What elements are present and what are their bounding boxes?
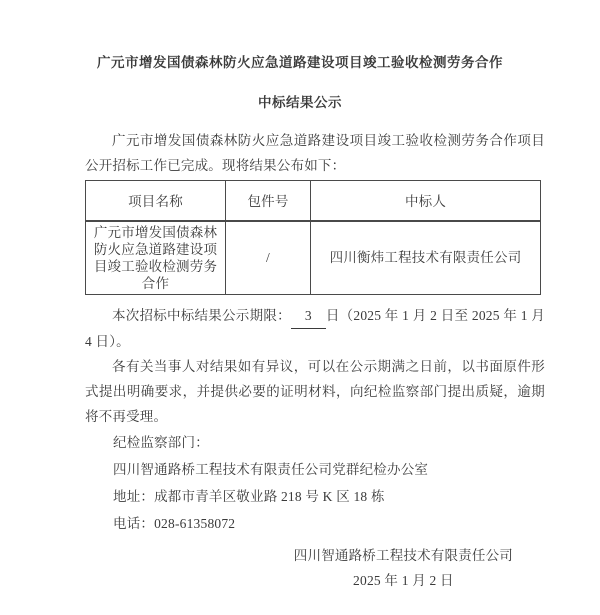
table-header-row xyxy=(86,181,541,221)
contact-phone: 电话：028-61358072 xyxy=(113,515,236,531)
document-title-line2: 中标结果公示 xyxy=(258,95,342,110)
intro-paragraph: 广元市增发国债森林防火应急道路建设项目竣工验收检测劳务合作项目公开招标工作已完成。现将结果公布如下： xyxy=(85,133,545,173)
cell-package-number: / xyxy=(226,221,311,295)
column-header-winning-bidder: 中标人 xyxy=(311,181,541,221)
signature-company: 四川智通路桥工程技术有限责任公司 xyxy=(293,547,513,563)
publicity-period-days: 3 xyxy=(291,303,326,329)
objection-paragraph: 各有关当事人对结果如有异议，可以在公示期满之日前，以书面原件形式提出明确要求，并提供必要的证明材料，向纪检监察部门提出质疑，逾期将不再受理。 xyxy=(85,358,545,424)
column-header-package-number: 包件号 xyxy=(226,181,311,221)
document-title-line1: 广元市增发国债森林防火应急道路建设项目竣工验收检测劳务合作 xyxy=(97,55,503,70)
table-row xyxy=(86,221,541,295)
cell-winning-bidder: 四川衡炜工程技术有限责任公司 xyxy=(311,221,541,295)
contact-dept-label: 纪检监察部门： xyxy=(113,434,209,450)
column-header-project-name: 项目名称 xyxy=(86,181,226,221)
contact-block xyxy=(113,429,545,537)
signature-block xyxy=(294,543,513,593)
contact-address: 地址：成都市青羊区敬业路 218 号 K 区 18 栋 xyxy=(113,488,385,504)
cell-project-name: 广元市增发国债森林防火应急道路建设项目竣工验收检测劳务合作 xyxy=(86,221,226,295)
bid-result-table xyxy=(85,180,541,295)
publicity-period-paragraph xyxy=(85,303,545,354)
signature-date: 2025 年 1 月 2 日 xyxy=(353,572,454,588)
publicity-period-suffix: 日（2025 年 1 月 2 日至 2025 年 1 月 4 日）。 xyxy=(85,307,545,349)
publicity-period-prefix: 本次招标中标结果公示期限： xyxy=(112,307,291,323)
contact-dept-name: 四川智通路桥工程技术有限责任公司党群纪检办公室 xyxy=(113,461,429,477)
